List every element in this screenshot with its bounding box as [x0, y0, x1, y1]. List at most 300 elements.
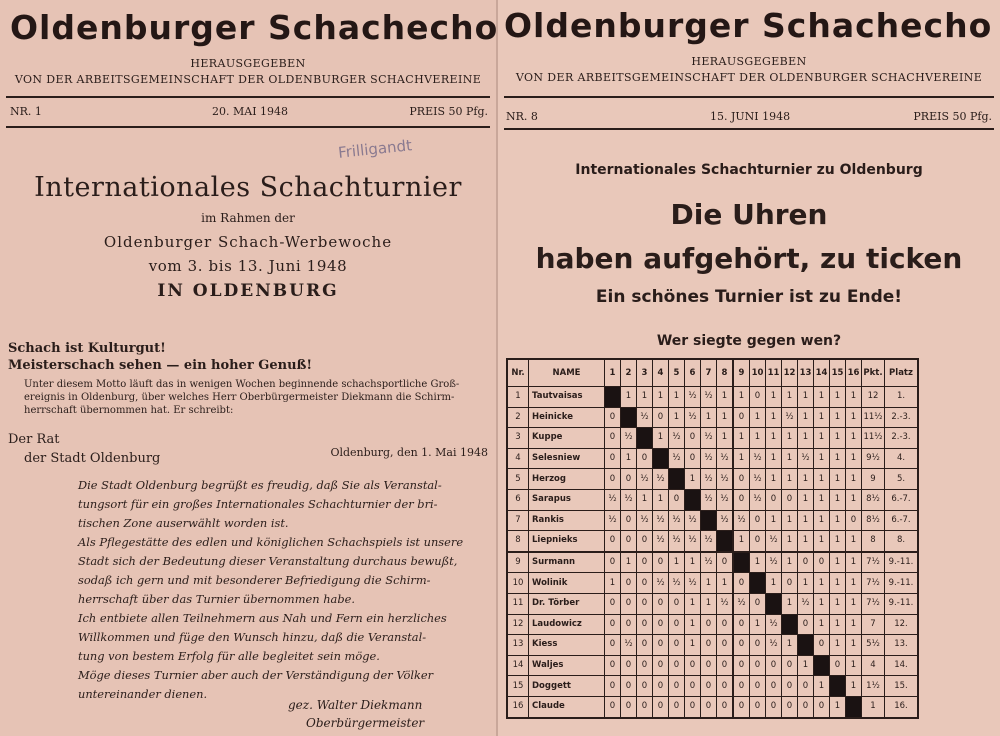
diagonal-cell [637, 428, 653, 449]
result-cell: 1 [621, 552, 637, 573]
result-cell: 1 [846, 614, 862, 635]
subline-dates: vom 3. bis 13. Juni 1948 [148, 257, 348, 275]
row-number: 5 [507, 469, 529, 490]
place-cell: 9.-11. [885, 552, 919, 573]
result-cell: 1 [685, 635, 701, 656]
result-cell: ½ [733, 593, 750, 614]
result-cell: 1 [766, 573, 782, 594]
player-name: Surmann [529, 552, 605, 573]
result-cell: 1 [830, 573, 846, 594]
result-cell: 0 [750, 531, 766, 552]
result-cell: 0 [782, 655, 798, 676]
result-cell: 1 [798, 428, 814, 449]
result-cell: 1 [653, 489, 669, 510]
result-cell: 0 [717, 614, 734, 635]
table-row [507, 428, 918, 449]
result-cell: 1 [814, 573, 830, 594]
result-cell: 1 [621, 448, 637, 469]
result-cell: 1 [830, 428, 846, 449]
result-cell: ½ [766, 531, 782, 552]
sender-line-2: der Stadt Oldenburg [24, 451, 161, 466]
result-cell: 1 [685, 614, 701, 635]
letter-line: Als Pflegestätte des edlen und königlichen Schachspiels ist unsere [78, 535, 464, 549]
diagonal-cell [733, 552, 750, 573]
column-header: 16 [846, 359, 862, 387]
result-cell: 0 [653, 635, 669, 656]
player-name: Sarapus [529, 489, 605, 510]
place-cell: 1. [885, 387, 919, 408]
result-cell: 0 [605, 469, 621, 490]
result-cell: 0 [766, 655, 782, 676]
result-cell: 1 [766, 407, 782, 428]
issue-price: PREIS 50 Pfg. [913, 110, 992, 123]
headline-line-1: Die Uhren [670, 198, 828, 231]
result-cell: 0 [637, 635, 653, 656]
result-cell: 0 [733, 696, 750, 717]
result-cell: 1 [814, 448, 830, 469]
result-cell: 1 [798, 387, 814, 408]
column-header: 5 [669, 359, 685, 387]
result-cell: ½ [669, 428, 685, 449]
result-cell: 0 [621, 593, 637, 614]
result-cell: ½ [766, 614, 782, 635]
diagonal-cell [605, 387, 621, 408]
player-name: Wolinik [529, 573, 605, 594]
result-cell: 0 [621, 469, 637, 490]
points-cell: 8 [862, 531, 885, 552]
player-name: Doggett [529, 676, 605, 697]
letter-line: sodaß ich gern und mit besonderer Befriedigung die Schirm- [78, 573, 431, 587]
result-cell: 0 [701, 635, 717, 656]
result-cell: ½ [766, 635, 782, 656]
result-cell: 1 [814, 614, 830, 635]
result-cell: 0 [605, 552, 621, 573]
player-name: Tautvaisas [529, 387, 605, 408]
result-cell: 1 [750, 552, 766, 573]
diagonal-cell [669, 469, 685, 490]
place-cell: 12. [885, 614, 919, 635]
result-cell: 1 [846, 635, 862, 656]
result-cell: 1 [814, 407, 830, 428]
issue-price: PREIS 50 Pfg. [409, 105, 488, 118]
letter-body [78, 476, 463, 704]
result-cell: ½ [685, 407, 701, 428]
letter-line: tung von bestem Erfolg für alle begleitet sein möge. [78, 649, 380, 663]
result-cell: ½ [621, 635, 637, 656]
place-cell: 8. [885, 531, 919, 552]
signature-title: Oberbürgermeister [306, 716, 425, 730]
place-cell: 14. [885, 655, 919, 676]
result-cell: 1 [717, 428, 734, 449]
column-header: 7 [701, 359, 717, 387]
result-cell: 0 [669, 614, 685, 635]
result-cell: 0 [733, 676, 750, 697]
result-cell: 0 [605, 593, 621, 614]
result-cell: 0 [637, 614, 653, 635]
result-cell: 0 [653, 676, 669, 697]
issue-number: NR. 1 [10, 105, 42, 118]
result-cell: 0 [653, 696, 669, 717]
result-cell: 1 [798, 407, 814, 428]
row-number: 16 [507, 696, 529, 717]
result-cell: 0 [621, 573, 637, 594]
result-cell: ½ [717, 469, 734, 490]
result-cell: 1 [685, 469, 701, 490]
result-cell: ½ [653, 469, 669, 490]
result-cell: ½ [798, 593, 814, 614]
table-row [507, 448, 918, 469]
result-cell: 0 [766, 489, 782, 510]
result-cell: ½ [637, 510, 653, 531]
row-number: 11 [507, 593, 529, 614]
result-cell: 1 [846, 573, 862, 594]
publisher-line-1: HERAUSGEGEBEN [190, 57, 306, 70]
result-cell: 1 [814, 593, 830, 614]
result-cell: 0 [685, 696, 701, 717]
row-number: 12 [507, 614, 529, 635]
header-rule-bottom [6, 126, 490, 128]
result-cell: 0 [605, 614, 621, 635]
points-cell: 1½ [862, 676, 885, 697]
points-cell: 9½ [862, 448, 885, 469]
points-cell: 7½ [862, 573, 885, 594]
result-cell: 0 [766, 696, 782, 717]
result-cell: ½ [717, 489, 734, 510]
result-cell: 0 [605, 635, 621, 656]
result-cell: 1 [701, 573, 717, 594]
result-cell: 0 [733, 469, 750, 490]
result-cell: 1 [733, 387, 750, 408]
points-cell: 5½ [862, 635, 885, 656]
header-rule-top [504, 96, 994, 98]
result-cell: 0 [685, 448, 701, 469]
row-number: 8 [507, 531, 529, 552]
result-cell: 0 [701, 655, 717, 676]
table-row [507, 531, 918, 552]
place-cell: 2.-3. [885, 407, 919, 428]
points-cell: 12 [862, 387, 885, 408]
result-cell: ½ [701, 428, 717, 449]
result-cell: 0 [669, 655, 685, 676]
result-cell: ½ [637, 407, 653, 428]
result-cell: 1 [766, 387, 782, 408]
result-cell: 1 [782, 448, 798, 469]
table-row [507, 387, 918, 408]
player-name: Herzog [529, 469, 605, 490]
column-header: 13 [798, 359, 814, 387]
result-cell: 1 [621, 387, 637, 408]
result-cell: 0 [621, 696, 637, 717]
result-cell: 0 [750, 655, 766, 676]
result-cell: 0 [814, 635, 830, 656]
letter-line: Ich entbiete allen Teilnehmern aus Nah und Fern ein herzliches [78, 611, 447, 625]
result-cell: 1 [830, 552, 846, 573]
letter-line: herrschaft über das Turnier übernommen habe. [78, 592, 355, 606]
result-cell: ½ [701, 448, 717, 469]
result-cell: 1 [814, 676, 830, 697]
points-cell: 4 [862, 655, 885, 676]
points-cell: 11½ [862, 428, 885, 449]
result-cell: ½ [637, 469, 653, 490]
result-cell: 1 [637, 489, 653, 510]
result-cell: ½ [669, 448, 685, 469]
row-number: 15 [507, 676, 529, 697]
result-cell: 0 [605, 407, 621, 428]
result-cell: 1 [685, 593, 701, 614]
points-cell: 7½ [862, 593, 885, 614]
table-row [507, 696, 918, 717]
column-header: 10 [750, 359, 766, 387]
publisher-line-2: VON DER ARBEITSGEMEINSCHAFT DER OLDENBURGER SCHACHVEREINE [515, 71, 983, 84]
row-number: 9 [507, 552, 529, 573]
result-cell: 1 [814, 489, 830, 510]
result-cell: 1 [846, 448, 862, 469]
result-cell: 1 [830, 614, 846, 635]
result-cell: 1 [846, 552, 862, 573]
result-cell: 0 [669, 593, 685, 614]
player-name: Rankis [529, 510, 605, 531]
result-cell: 1 [733, 531, 750, 552]
diagonal-cell [717, 531, 734, 552]
points-cell: 11½ [862, 407, 885, 428]
result-cell: ½ [669, 573, 685, 594]
result-cell: 0 [653, 552, 669, 573]
result-cell: 1 [685, 552, 701, 573]
place-cell: 9.-11. [885, 573, 919, 594]
result-cell: 1 [669, 552, 685, 573]
diagonal-cell [750, 573, 766, 594]
subheadline: Ein schönes Turnier ist zu Ende! [595, 287, 903, 307]
points-cell: 1 [862, 696, 885, 717]
result-cell: 1 [750, 407, 766, 428]
letter-line: Die Stadt Oldenburg begrüßt es freudig, daß Sie als Veranstal- [78, 478, 442, 492]
intro-paragraph [24, 378, 459, 417]
result-cell: 1 [830, 469, 846, 490]
intro-line: ereignis in Oldenburg, über welches Herr Oberbürgermeister Diekmann die Schirm- [24, 392, 455, 403]
headline-line-2: haben aufgehört, zu ticken [535, 242, 963, 275]
result-cell: 1 [766, 469, 782, 490]
result-cell: ½ [669, 531, 685, 552]
row-number: 14 [507, 655, 529, 676]
result-cell: 0 [637, 676, 653, 697]
result-cell: 0 [605, 696, 621, 717]
result-cell: 1 [846, 489, 862, 510]
result-cell: 1 [782, 510, 798, 531]
subline-city: IN OLDENBURG [157, 281, 339, 301]
result-cell: 1 [830, 696, 846, 717]
slogan-2: Meisterschach sehen — ein hoher Genuß! [8, 358, 313, 373]
column-header: 14 [814, 359, 830, 387]
result-cell: ½ [653, 573, 669, 594]
result-cell: 1 [782, 387, 798, 408]
result-cell: ½ [685, 387, 701, 408]
result-cell: ½ [621, 428, 637, 449]
result-cell: 0 [733, 614, 750, 635]
place-cell: 5. [885, 469, 919, 490]
result-cell: ½ [750, 448, 766, 469]
place-cell: 4. [885, 448, 919, 469]
result-cell: 0 [733, 489, 750, 510]
result-cell: 0 [605, 448, 621, 469]
table-row [507, 510, 918, 531]
result-cell: 1 [846, 428, 862, 449]
result-cell: 1 [846, 387, 862, 408]
result-cell: 1 [798, 655, 814, 676]
points-cell: 8½ [862, 489, 885, 510]
player-name: Waljes [529, 655, 605, 676]
result-cell: 1 [733, 448, 750, 469]
result-cell: 1 [830, 489, 846, 510]
diagonal-cell [830, 676, 846, 697]
result-cell: 1 [717, 573, 734, 594]
column-header: Pkt. [862, 359, 885, 387]
result-cell: ½ [798, 448, 814, 469]
table-row [507, 635, 918, 656]
result-cell: 0 [637, 573, 653, 594]
result-cell: 0 [637, 655, 653, 676]
row-number: 13 [507, 635, 529, 656]
player-name: Selesniew [529, 448, 605, 469]
result-cell: 1 [830, 531, 846, 552]
result-cell: 0 [798, 552, 814, 573]
publisher-line-2: VON DER ARBEITSGEMEINSCHAFT DER OLDENBURGER SCHACHVEREINE [14, 73, 482, 86]
result-cell: ½ [701, 531, 717, 552]
table-row [507, 655, 918, 676]
result-cell: ½ [717, 448, 734, 469]
table-row [507, 676, 918, 697]
row-number: 7 [507, 510, 529, 531]
result-cell: ½ [669, 510, 685, 531]
column-header: 9 [733, 359, 750, 387]
result-cell: 1 [766, 448, 782, 469]
result-cell: 0 [701, 676, 717, 697]
headline: Internationales Schachturnier [34, 172, 462, 203]
column-header: Platz [885, 359, 919, 387]
result-cell: 1 [830, 448, 846, 469]
place-cell: 15. [885, 676, 919, 697]
result-cell: 1 [782, 635, 798, 656]
diagonal-cell [685, 489, 701, 510]
result-cell: 0 [701, 696, 717, 717]
column-header: 15 [830, 359, 846, 387]
result-cell: 1 [830, 635, 846, 656]
publisher-line-1: HERAUSGEGEBEN [691, 55, 807, 68]
header-rule-bottom [504, 128, 994, 130]
player-name: Heinicke [529, 407, 605, 428]
player-name: Kiess [529, 635, 605, 656]
result-cell: 1 [798, 510, 814, 531]
table-row [507, 407, 918, 428]
result-cell: 0 [733, 635, 750, 656]
result-cell: 0 [798, 696, 814, 717]
player-name: Laudowicz [529, 614, 605, 635]
column-header: 6 [685, 359, 701, 387]
result-cell: 1 [750, 428, 766, 449]
result-cell: 0 [653, 655, 669, 676]
result-cell: 1 [766, 428, 782, 449]
result-cell: 1 [605, 573, 621, 594]
result-cell: 0 [605, 676, 621, 697]
player-name: Liepnieks [529, 531, 605, 552]
result-cell: 1 [846, 531, 862, 552]
table-row [507, 469, 918, 490]
diagonal-cell [621, 407, 637, 428]
result-cell: 0 [685, 655, 701, 676]
result-cell: 1 [733, 428, 750, 449]
result-cell: 1 [766, 510, 782, 531]
row-number: 3 [507, 428, 529, 449]
result-cell: 1 [830, 407, 846, 428]
result-cell: 0 [637, 696, 653, 717]
result-cell: 0 [669, 489, 685, 510]
result-cell: 1 [669, 407, 685, 428]
handwritten-note: Frilligandt [337, 136, 413, 162]
result-cell: 0 [605, 655, 621, 676]
result-cell: 0 [814, 696, 830, 717]
result-cell: 0 [717, 655, 734, 676]
result-cell: ½ [766, 552, 782, 573]
column-header: 8 [717, 359, 734, 387]
points-cell: 9 [862, 469, 885, 490]
result-cell: 1 [798, 531, 814, 552]
result-cell: ½ [717, 593, 734, 614]
result-cell: 0 [830, 655, 846, 676]
letter-line: Möge dieses Turnier aber auch der Verständigung der Völker [78, 668, 434, 682]
result-cell: 1 [653, 387, 669, 408]
result-cell: ½ [653, 531, 669, 552]
place-cell: 6.-7. [885, 489, 919, 510]
column-header: 3 [637, 359, 653, 387]
result-cell: 0 [798, 676, 814, 697]
result-cell: 1 [814, 387, 830, 408]
result-cell: 0 [653, 593, 669, 614]
issue-date: 20. MAI 1948 [212, 105, 289, 118]
result-cell: 1 [701, 593, 717, 614]
result-cell: ½ [750, 469, 766, 490]
result-cell: 1 [669, 387, 685, 408]
result-cell: 1 [782, 469, 798, 490]
result-cell: 1 [637, 387, 653, 408]
result-cell: ½ [685, 510, 701, 531]
row-number: 1 [507, 387, 529, 408]
result-cell: ½ [701, 469, 717, 490]
diagonal-cell [766, 593, 782, 614]
result-cell: 0 [717, 696, 734, 717]
letter-line: tischen Zone auserwählt worden ist. [78, 516, 289, 530]
result-cell: 1 [830, 593, 846, 614]
row-number: 10 [507, 573, 529, 594]
result-cell: 0 [685, 676, 701, 697]
table-body [507, 387, 918, 718]
table-header-row [507, 359, 918, 387]
result-cell: 0 [782, 573, 798, 594]
result-cell: 0 [798, 614, 814, 635]
result-cell: 0 [605, 428, 621, 449]
result-cell: 0 [733, 655, 750, 676]
player-name: Kuppe [529, 428, 605, 449]
diagonal-cell [782, 614, 798, 635]
result-cell: ½ [605, 510, 621, 531]
result-cell: ½ [750, 489, 766, 510]
result-cell: 1 [798, 469, 814, 490]
table-row [507, 573, 918, 594]
row-number: 6 [507, 489, 529, 510]
result-cell: 0 [750, 510, 766, 531]
result-cell: 0 [814, 552, 830, 573]
result-cell: 1 [701, 407, 717, 428]
result-cell: ½ [605, 489, 621, 510]
result-cell: 0 [637, 531, 653, 552]
